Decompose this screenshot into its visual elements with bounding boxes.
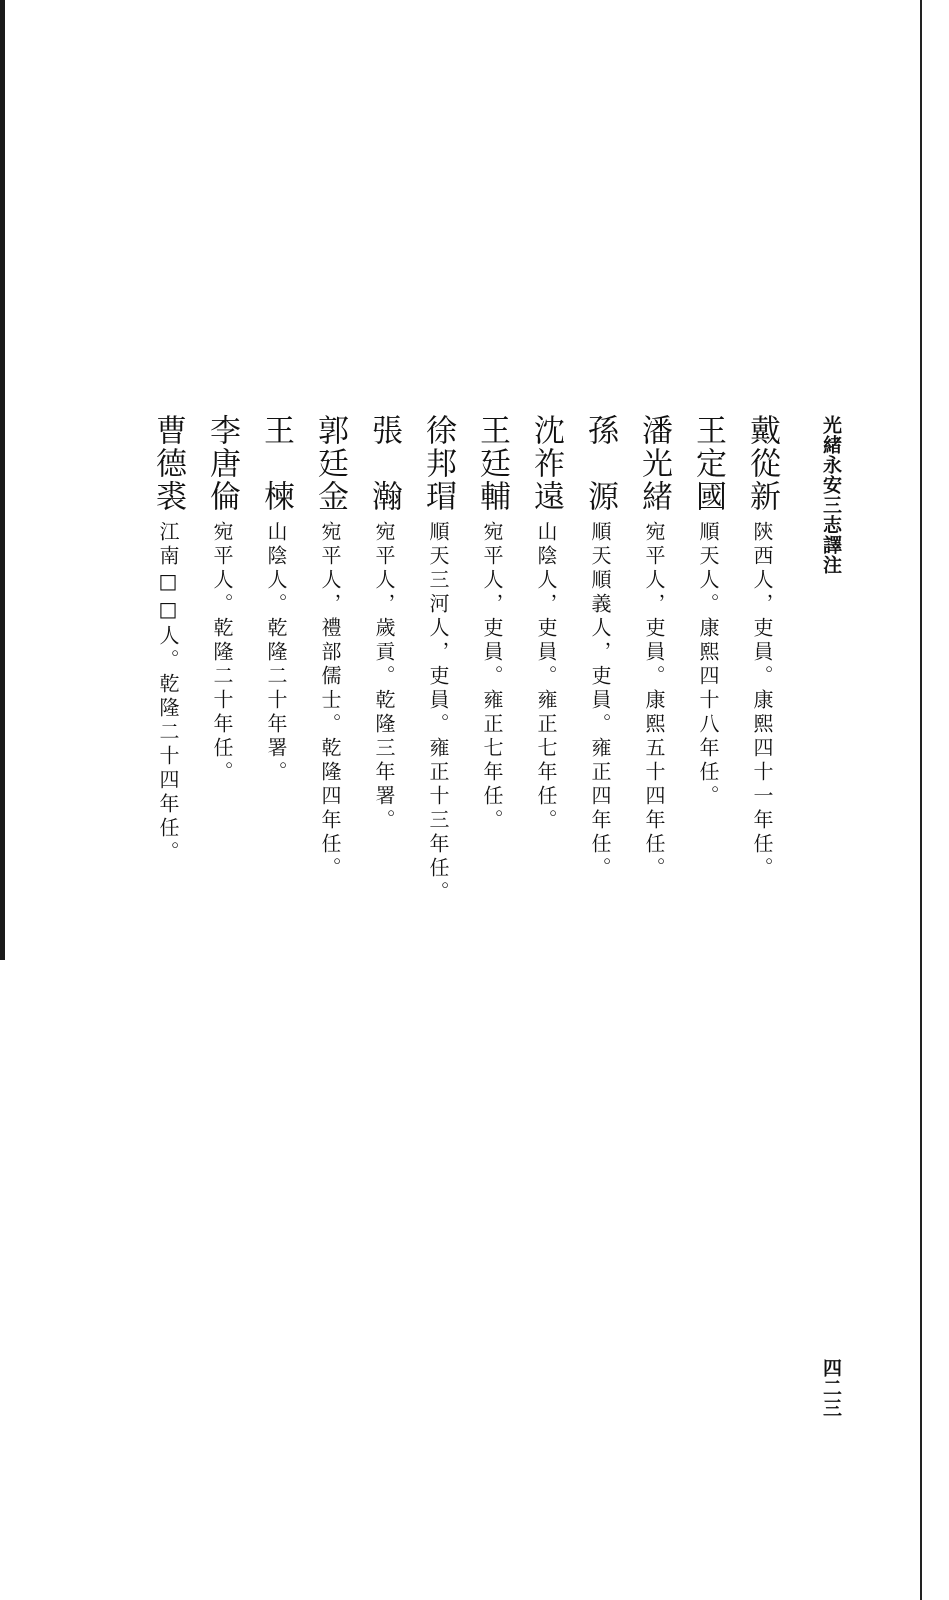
official-name: 王定國 <box>690 414 726 513</box>
official-description: 順天三河人，吏員。雍正十三年任。 <box>426 521 450 905</box>
official-description: 宛平人，歲貢。乾隆三年署。 <box>372 521 396 833</box>
official-entry-7 <box>416 414 461 905</box>
official-name: 沈祚遠 <box>528 414 564 513</box>
official-description: 宛平人，吏員。雍正七年任。 <box>480 521 504 833</box>
page-number: 四二三 <box>820 1358 842 1418</box>
official-entry-5 <box>524 414 569 884</box>
official-name: 李唐倫 <box>204 414 240 513</box>
binding-edge <box>0 0 5 960</box>
official-entry-11 <box>200 414 245 884</box>
official-entry-8 <box>362 414 407 884</box>
official-description: 順天順義人，吏員。雍正四年任。 <box>588 521 612 881</box>
official-entry-9 <box>308 414 353 884</box>
official-name: 徐邦瑁 <box>420 414 456 513</box>
official-name: 王 楝 <box>258 414 294 513</box>
official-entry-1 <box>740 414 785 884</box>
running-title: 光緒永安三志譯注 <box>820 415 842 575</box>
official-entry-4 <box>578 414 623 884</box>
page-edge-line <box>920 0 922 1600</box>
official-description: 宛平人，吏員。康熙五十四年任。 <box>642 521 666 881</box>
official-description: 宛平人，禮部儒士。乾隆四年任。 <box>318 521 342 881</box>
official-entry-10 <box>254 414 299 884</box>
official-entry-3 <box>632 414 677 884</box>
official-description: 山陰人，吏員。雍正七年任。 <box>534 521 558 833</box>
official-entry-12 <box>146 414 191 884</box>
official-name: 張 瀚 <box>366 414 402 513</box>
official-description: 陝西人，吏員。康熙四十一年任。 <box>750 521 774 881</box>
official-name: 郭廷金 <box>312 414 348 513</box>
official-name: 潘光緒 <box>636 414 672 513</box>
official-name: 王廷輔 <box>474 414 510 513</box>
official-name: 曹德裘 <box>150 414 186 513</box>
official-entry-2 <box>686 414 731 884</box>
official-entry-6 <box>470 414 515 884</box>
official-description: 山陰人。乾隆二十年署。 <box>264 521 288 785</box>
official-name: 孫 源 <box>582 414 618 513</box>
official-name: 戴從新 <box>744 414 780 513</box>
official-description: 宛平人。乾隆二十年任。 <box>210 521 234 785</box>
official-description: 江南□□人。乾隆二十四年任。 <box>156 521 180 865</box>
official-description: 順天人。康熙四十八年任。 <box>696 521 720 809</box>
